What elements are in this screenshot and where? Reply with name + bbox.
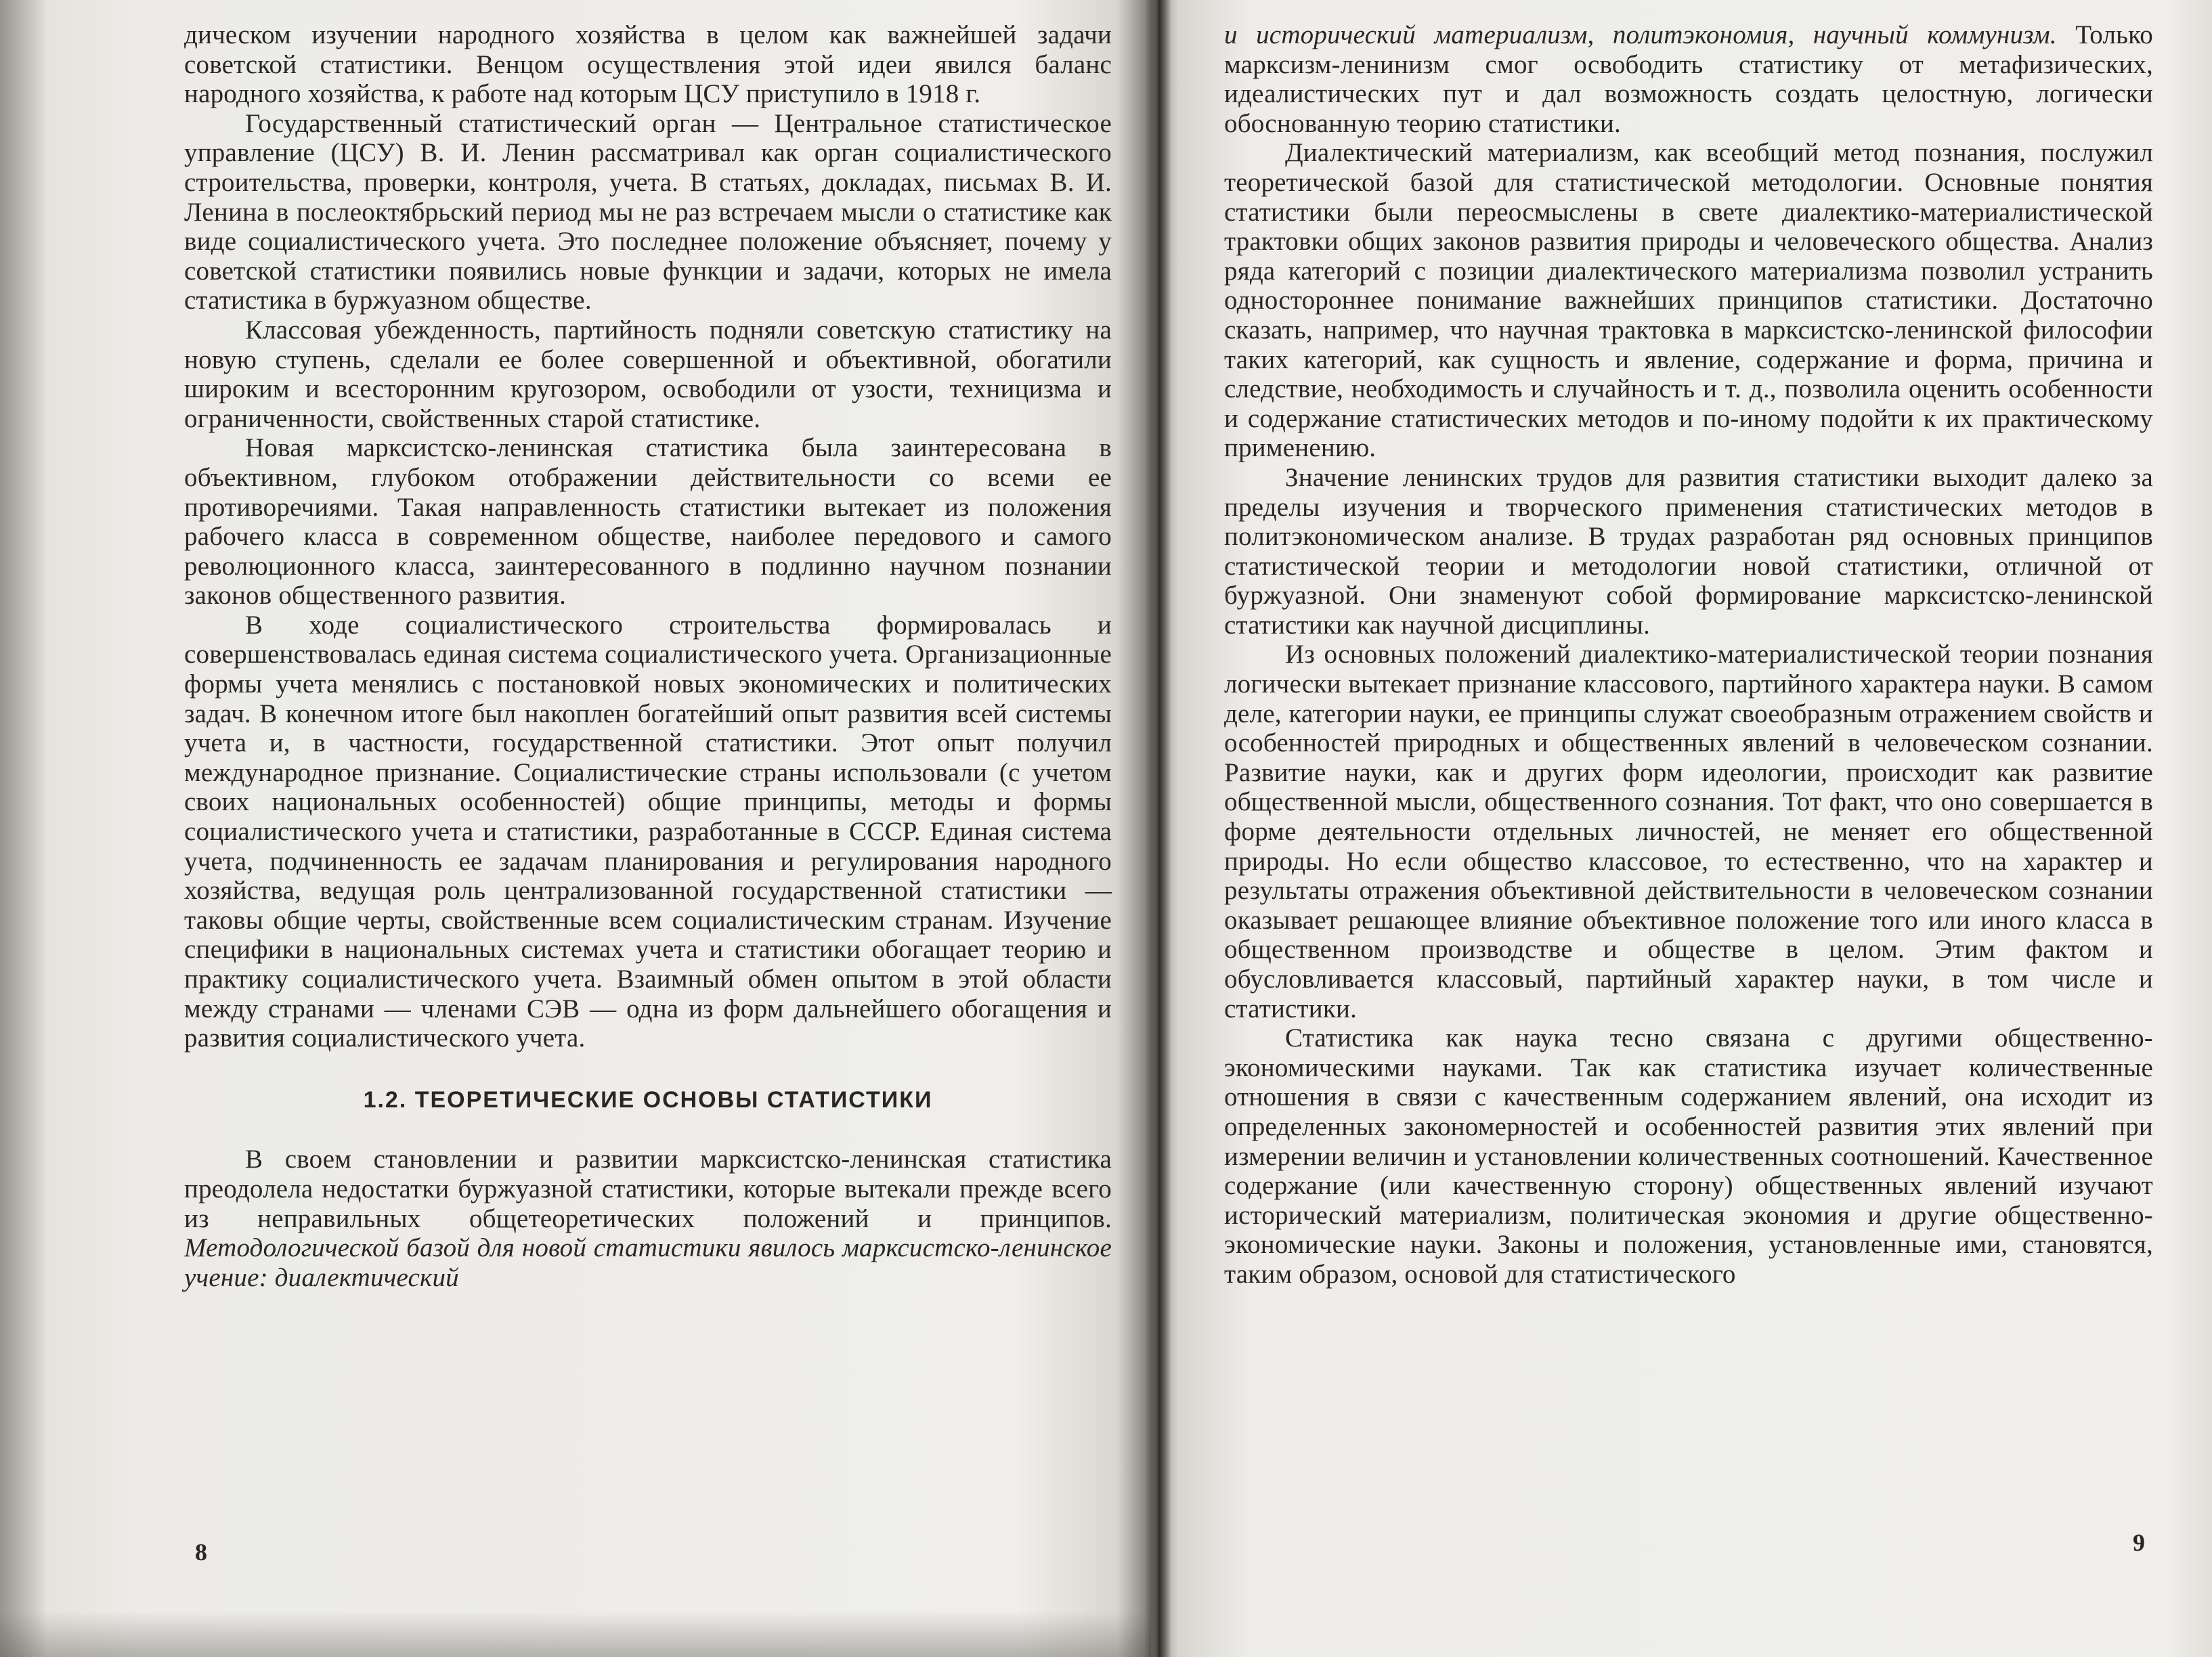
section-heading: 1.2. ТЕОРЕТИЧЕСКИЕ ОСНОВЫ СТАТИСТИКИ: [363, 1086, 933, 1113]
page-number-left: 8: [195, 1539, 207, 1566]
paragraph: Диалектический материализм, как всеобщий метод познания, послужил теоретической базой для статистической методологии. Основные понятия статистики были переосмыслены в свете диалектико-материалистической трактовки общих законов развития природы и человеческого общества. Анализ ряда категорий с позиции диалектического материализма позволил устранить одностороннее понимание важнейших принципов статистики. Достаточно сказать, например, что научная трактовка в марксистско-ленинской философии таких категорий, как сущность и явление, содержание и форма, причина и следствие, необходимость и случайность и т. д., позволила оценить особенности и содержание статистических методов и по-иному подойти к их практическому применению.: [1224, 138, 2153, 463]
paragraph: Из основных положений диалектико-материалистической теории познания логически вытекает признание классового, партийного характера науки. В самом деле, категории науки, ее принципы служат своеобразным отражением свойств и особенностей природных и общественных явлений в человеческом сознании. Развитие науки, как и других форм идеологии, происходит как развитие общественной мысли, общественного сознания. Тот факт, что оно совершается в форме деятельности отдельных личностей, не меняет его общественной природы. Но если общество классовое, то естественно, что на характер и результаты отражения объективной действительности в человеческом сознании оказывает решающее влияние объективное положение того или иного класса в общественном производстве и обществе в целом. Этим фактом и обусловливается классовый, партийный характер науки, в том числе и статистики.: [1224, 640, 2153, 1023]
paragraph: Значение ленинских трудов для развития статистики выходит далеко за пределы изучения и творческого применения статистических методов в политэкономическом анализе. В трудах разработан ряд основных принципов статистической теории и методологии новой статистики, отличной от буржуазной. Они знаменуют собой формирование марксистско-ленинской статистики как научной дисциплины.: [1224, 462, 2153, 640]
paragraph: Классовая убежденность, партийность подняли советскую статистику на новую ступень, сделали ее более совершенной и объективной, обогатили широким и всесторонним кругозором, освободили от узости, техницизма и ограниченности, свойственных старой статистике.: [184, 315, 1112, 433]
paragraph-italic-text: и исторический материализм, политэкономия, научный коммунизм.: [1224, 20, 2057, 49]
paragraph: Новая марксистско-ленинская статистика была заинтересована в объективном, глубоком отображении действительности со всеми ее противоречиями. Такая направленность статистики вытекает из положения рабочего класса в современном обществе, наиболее передового и самого революционного класса, заинтересованного в подлинно научном познании законов общественного развития.: [184, 433, 1112, 611]
paragraph: В ходе социалистического строительства формировалась и совершенствовалась единая система социалистического учета. Организационные формы учета менялись с постановкой новых экономических и политических задач. В конечном итоге был накоплен богатейший опыт развития всей системы учета и, в частности, государственной статистики. Этот опыт получил международное признание. Социалистические страны использовали (с учетом своих национальных особенностей) общие принципы, методы и формы социалистического учета и статистики, разработанные в СССР. Единая система учета, подчиненность ее задачам планирования и регулирования народного хозяйства, ведущая роль централизованной государственной статистики — таковы общие черты, свойственные всем социалистическим странам. Изучение специфики в национальных системах учета и статистики обогащает теорию и практику социалистического учета. Взаимный обмен опытом в этой области между странами — членами СЭВ — одна из форм дальнейшего обогащения и развития социалистического учета.: [184, 610, 1112, 1053]
paragraph-italic-text: Методологической базой для новой статистики явилось марксистско-ленинское учение: диалектический: [184, 1233, 1112, 1292]
paragraph-text: В своем становлении и развитии марксистско-ленинская статистика преодолела недостатки буржуазной статистики, которые вытекали прежде всего из неправильных общетеоретических положений и принципов.: [184, 1145, 1112, 1233]
paragraph: Государственный статистический орган — Центральное статистическое управление (ЦСУ) В. И. Ленин рассматривал как орган социалистического строительства, проверки, контроля, учета. В статьях, докладах, письмах В. И. Ленина в послеоктябрьский период мы не раз встречаем мысли о статистике как виде социалистического учета. Это последнее положение объясняет, почему у советской статистики появились новые функции и задачи, которых не имела статистика в буржуазном обществе.: [184, 108, 1112, 315]
paragraph: Статистика как наука тесно связана с другими общественно-экономическими науками. Так как статистика изучает количественные отношения в связи с качественным содержанием явлений, она исходит из определенных закономерностей и особенностей развития этих явлений при измерении величин и установлении количественных соотношений. Качественное содержание (или качественную сторону) общественных явлений изучают исторический материализм, политическая экономия и другие общественно-экономические науки. Законы и положения, установленные ими, становятся, таким образом, основой для статистического: [1224, 1023, 2153, 1289]
paragraph-text: Только марксизм-ленинизм смог освободить статистику от метафизических, идеалистических пут и дал возможность создать целостную, логически обоснованную теорию статистики.: [1224, 20, 2153, 138]
paragraph: [1224, 20, 2153, 138]
paragraph: дическом изучении народного хозяйства в целом как важнейшей задачи советской статистики. Венцом осуществления этой идеи явился баланс народного хозяйства, к работе над которым ЦСУ приступило в 1918 г.: [184, 20, 1112, 109]
right-text-column: [1224, 20, 2153, 1289]
page-number-right: 9: [2133, 1529, 2145, 1556]
